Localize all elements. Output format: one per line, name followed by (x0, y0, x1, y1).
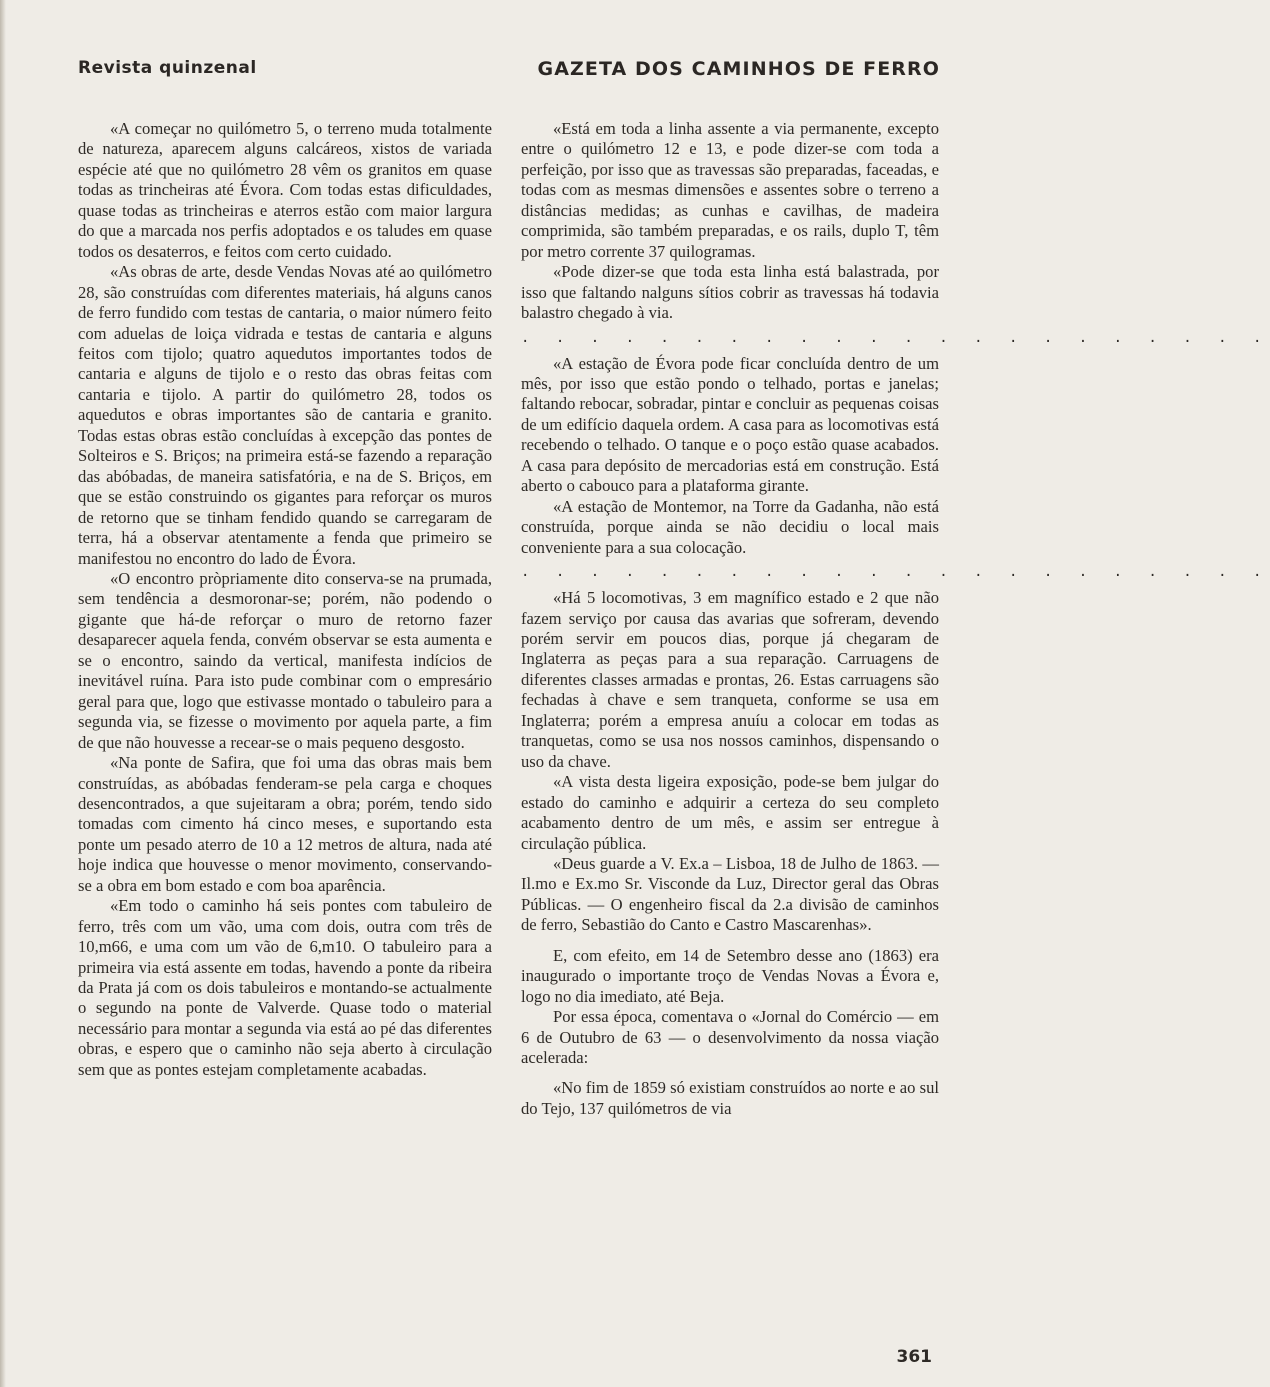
ellipsis-separator: . . . . . . . . . . . . . . . . . . . . . . (521, 329, 1270, 346)
header-gazeta: GAZETA DOS CAMINHOS DE FERRO (537, 58, 940, 80)
paragraph: «Pode dizer-se que toda esta linha está balastrada, por isso que faltando nalguns sítios cobrir as travessas há todavia balastro chegado à via. (521, 262, 939, 323)
paragraph: «A estação de Montemor, na Torre da Gadanha, não está construída, porque ainda se não decidiu o local mais conveniente para a sua colocação. (521, 496, 939, 557)
paragraph: «Está em toda a linha assente a via permanente, excepto entre o quilómetro 12 e 13, e pode dizer-se com toda a perfeição, por isso que as travessas são preparadas, faceadas, e todas com as mesmas dimensões e assentes sobre o terreno a distâncias medidas; as cunhas e cavilhas, de madeira comprimida, são também preparadas, e os rails, duplo T, têm por metro corrente 37 quilogramas. (521, 119, 939, 261)
paragraph: «Deus guarde a V. Ex.a – Lisboa, 18 de Julho de 1863. — Il.mo e Ex.mo Sr. Visconde da Luz, Director geral das Obras Públicas. — O engenheiro fiscal da 2.a divisão de caminhos de ferro, Sebastião do Canto e Castro Mascarenhas». (521, 853, 939, 935)
page-edge-shadow (0, 0, 6, 1387)
left-column (78, 119, 492, 1080)
paragraph: «A começar no quilómetro 5, o terreno muda totalmente de natureza, aparecem alguns calcáreos, xistos de variada espécie até que no quilómetro 28 vêm os granitos em quase todas as trincheiras até Évora. Com todas estas dificuldades, quase todas as trincheiras e aterros estão com maior largura do que a marcada nos perfis adoptados e os taludes em quase todos os desaterros, e feitos com certo cuidado. (78, 119, 492, 261)
paragraph: «Na ponte de Safira, que foi uma das obras mais bem construídas, as abóbadas fenderam-se pela carga e choques desencontrados, a que sujeitaram a obra; porém, tendo sido tomadas com cimento há cinco meses, e suportando esta ponte um pesado aterro de 10 a 12 metros de altura, nada até hoje indica que houvesse o menor movimento, conservando-se a obra em bom estado e com boa aparência. (78, 753, 492, 895)
paragraph: «Em todo o caminho há seis pontes com tabuleiro de ferro, três com um vão, uma com dois, outra com três de 10,m66, e uma com um vão de 6,m10. O tabuleiro para a primeira via está assente em todas, havendo a ponte da ribeira da Prata já com os dois tabuleiros e montando-se actualmente o segundo na ponte de Valverde. Quase todo o material necessário para montar a segunda via está ao pé das diferentes obras, e espero que o caminho não seja aberto à circulação sem que as pontes estejam completamente acabadas. (78, 896, 492, 1079)
paragraph: «O encontro pròpriamente dito conserva-se na prumada, sem tendência a desmoronar-se; porém, não podendo o gigante que há-de reforçar o muro de retorno fazer desaparecer aquela fenda, convém observar se esta aumenta e se o encontro, saindo da vertical, manifesta indícios de inevitável ruína. Para isto pude combinar com o empresário geral para que, logo que estivasse montado o tabuleiro para a segunda via, se fizesse o movimento por aquela parte, a fim de que não houvesse a recear-se o mais pequeno desgosto. (78, 568, 492, 752)
paragraph: «No fim de 1859 só existiam construídos ao norte e ao sul do Tejo, 137 quilómetros de via (521, 1078, 939, 1118)
paragraph: «Há 5 locomotivas, 3 em magnífico estado e 2 que não fazem serviço por causa das avarias que sofreram, devendo porém servir em poucos dias, porque já chegaram de Inglaterra as peças para a sua reparação. Carruagens de diferentes classes armadas e prontas, 26. Estas carruagens são fechadas à chave e sem tranqueta, conforme se usa em Inglaterra; porém a empresa anuíu a colocar em todas as tranquetas, como se usa nos nossos caminhos, dispensando o uso da chave. (521, 588, 939, 771)
ellipsis-separator: . . . . . . . . . . . . . . . . . . . . . . (521, 564, 1270, 581)
page-number: 361 (896, 1347, 932, 1367)
paragraph: E, com efeito, em 14 de Setembro desse ano (1863) era inaugurado o importante troço de Vendas Novas a Évora e, logo no dia imediato, até Beja. (521, 945, 939, 1006)
paragraph: Por essa época, comentava o «Jornal do Comércio — em 6 de Outubro de 63 — o desenvolvimento da nossa viação acelerada: (521, 1007, 939, 1068)
paragraph: «A estação de Évora pode ficar concluída dentro de um mês, por isso que estão pondo o telhado, portas e janelas; faltando rebocar, sobradar, pintar e concluir as pequenas coisas de um edifício daquela ordem. A casa para as locomotivas está recebendo o telhado. O tanque e o poço estão quase acabados. A casa para depósito de mercadorias está em construção. Está aberto o cabouco para a plataforma girante. (521, 353, 939, 496)
paragraph: «As obras de arte, desde Vendas Novas até ao quilómetro 28, são construídas com diferentes materiais, há alguns canos de ferro fundido com testas de cantaria, o maior número feito com aduelas de loiça vidrada e testas de cantaria e alguns feitos com tijolo; quatro aquedutos importantes todos de cantaria e alguns de tijolo e o resto das obras feitas com cantaria e tijolo. A partir do quilómetro 28, todos os aquedutos e obras importantes são de cantaria e granito. Todas estas obras estão concluídas à excepção das pontes de Solteiros e S. Briços; na primeira está-se fazendo a reparação das abóbadas, de maneira satisfatória, e na de S. Briços, em que se estão construindo os gigantes para reforçar os muros de retorno que se tinham fendido quando se carregaram de terra, há a observar atentamente a fenda que primeiro se manifestou no encontro do lado de Évora. (78, 262, 492, 568)
right-column (521, 119, 1270, 1119)
paragraph: «A vista desta ligeira exposição, pode-se bem julgar do estado do caminho e adquirir a certeza do seu completo acabamento dentro de um mês, e assim ser entregue à circulação pública. (521, 772, 939, 853)
header-revista: Revista quinzenal (78, 58, 257, 78)
